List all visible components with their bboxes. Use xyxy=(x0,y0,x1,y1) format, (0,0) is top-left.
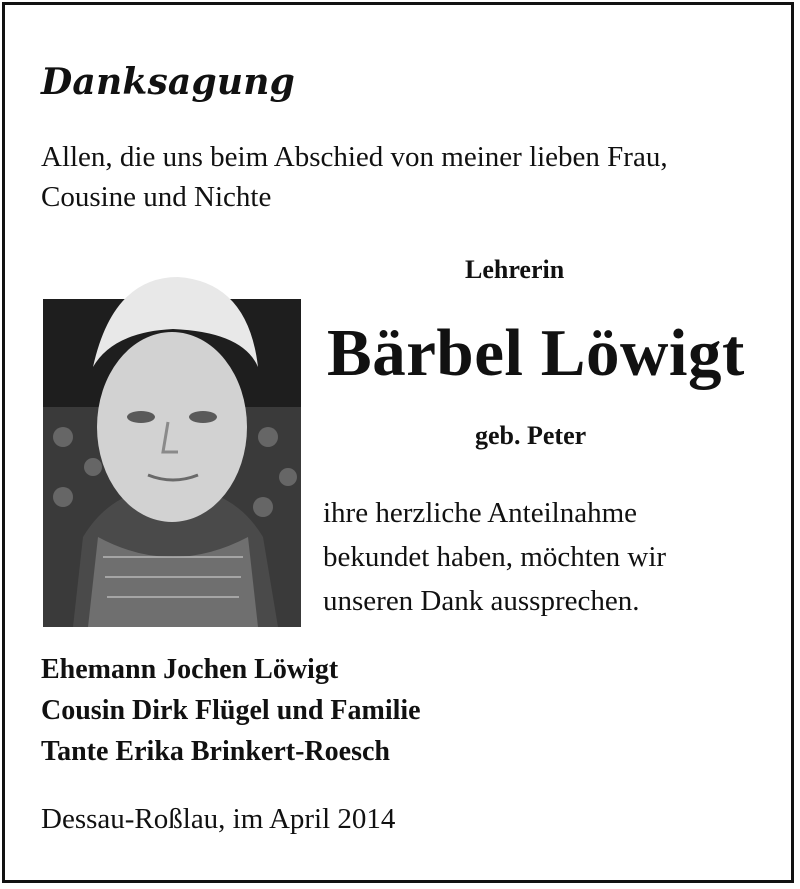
place-date: Dessau-Roßlau, im April 2014 xyxy=(41,803,396,835)
portrait-photo xyxy=(43,237,301,627)
thanks-text xyxy=(323,491,773,623)
signer-name: Tante Erika Brinkert-Roesch xyxy=(41,736,390,767)
signer-name: Ehemann Jochen Löwigt xyxy=(41,654,339,685)
profession-label: Lehrerin xyxy=(465,255,565,284)
signer-name: Cousin Dirk Flügel und Familie xyxy=(41,695,421,726)
notice-heading: Danksagung xyxy=(41,61,295,103)
intro-line: Allen, die uns beim Abschied von meiner lieben Frau, xyxy=(41,141,668,173)
thanks-line: bekundet haben, möchten wir xyxy=(323,541,667,573)
thanks-line: ihre herzliche Anteilnahme xyxy=(323,497,638,529)
signers-list xyxy=(41,649,421,772)
maiden-name: geb. Peter xyxy=(475,421,587,450)
intro-line: Cousine und Nichte xyxy=(41,181,272,213)
intro-text xyxy=(41,137,781,217)
deceased-name: Bärbel Löwigt xyxy=(327,316,745,390)
thanks-line: unseren Dank aussprechen. xyxy=(323,585,640,617)
portrait-illustration xyxy=(43,237,301,627)
notice-frame xyxy=(2,2,794,883)
